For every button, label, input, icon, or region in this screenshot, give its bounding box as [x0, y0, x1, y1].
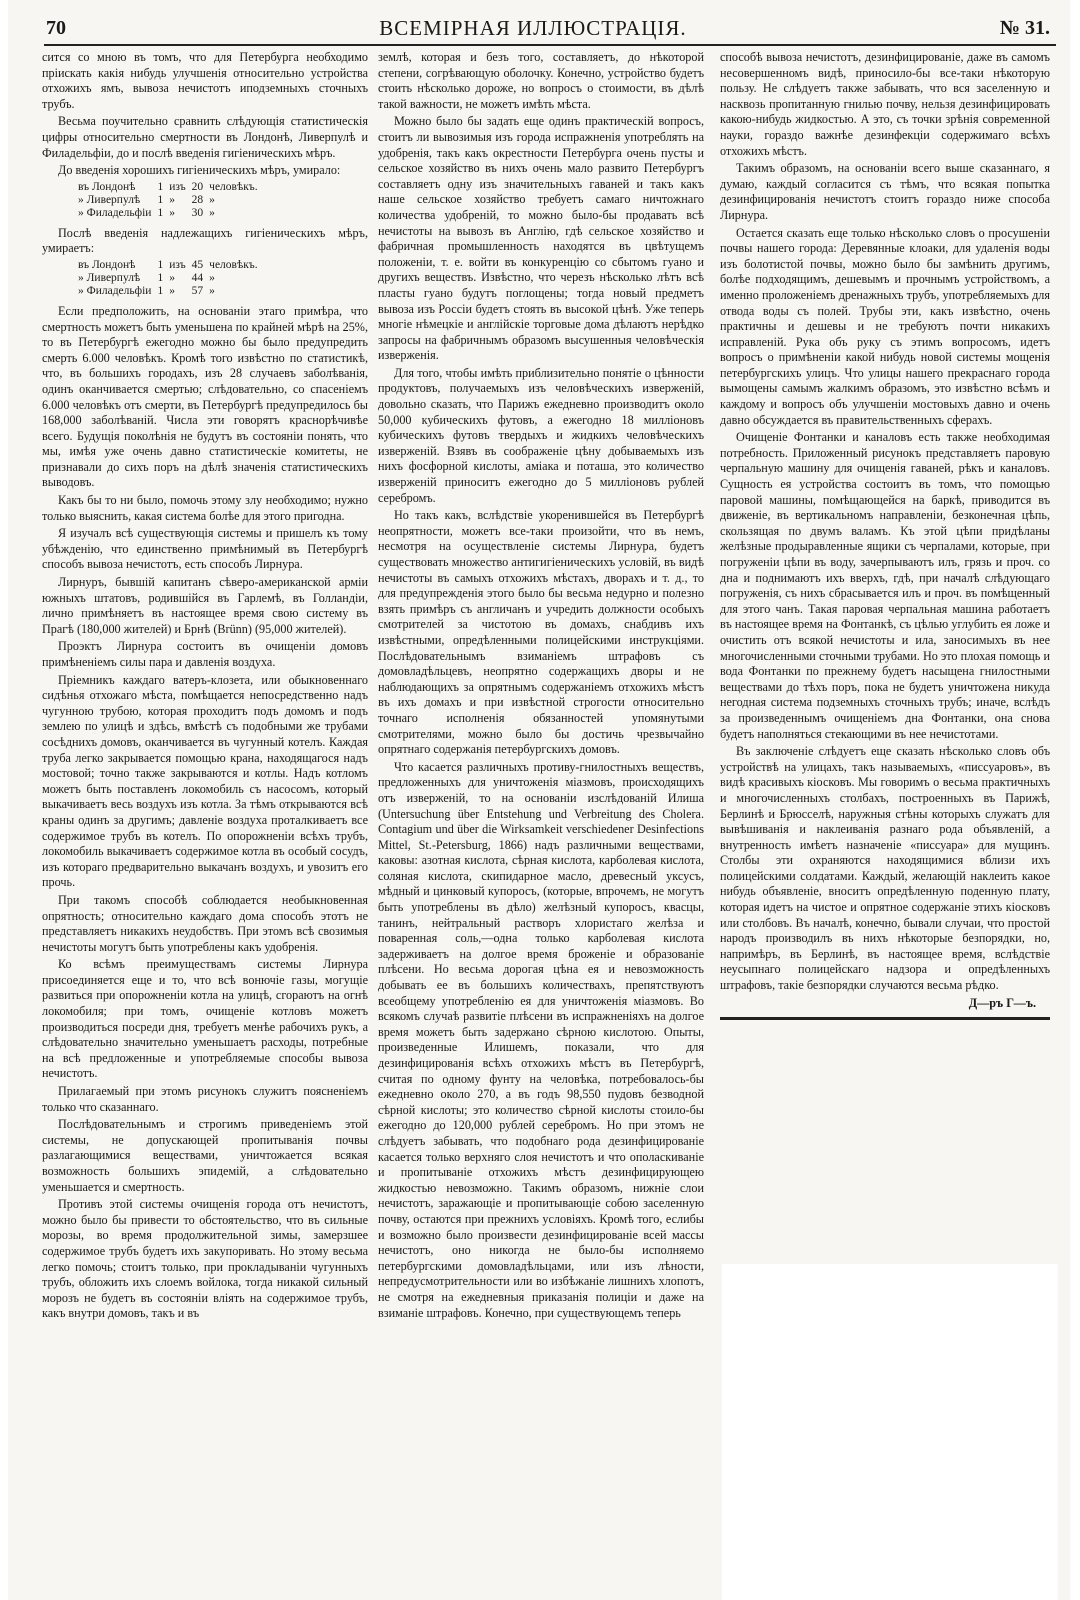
stats-b: 28 — [191, 193, 204, 206]
paragraph: Я изучалъ всѣ существующія системы и пришелъ къ тому убѣжденію, что единственно примѣнимый въ Петербургѣ способъ вывоза нечистотъ, есть способъ Лирнура. — [42, 526, 368, 572]
stats-row — [78, 285, 264, 298]
stats-iz: » — [169, 284, 175, 297]
header-rule — [44, 44, 1056, 46]
stats-b: 45 — [191, 258, 204, 271]
stats-iz: » — [169, 271, 175, 284]
paragraph: Очищеніе Фонтанки и каналовъ есть также необходимая потребность. Приложенный рисунокъ представляетъ паровую черпальную машину для очищенія гаваней, рѣкъ и каналовъ. Сущность ея устройства состоитъ въ томъ, что помощью паровой машины, помѣщающейся на баркѣ, приводится въ движеніе, въ вертикальномъ направленіи, безконечная цѣпь, скользящая по двумъ валамъ. Къ этой цѣпи придѣланы желѣзные продыравленные ящики съ черпалами, которые, при погруженіи цѣпи въ воду, зачерпываютъ илъ, грязь и проч. со дна и поднимаютъ ихъ вверхъ, гдѣ, при началѣ слѣдующаго погруженія, съ нихъ сбрасывается илъ и проч. въ помѣщенный для этого чанъ. Такая паровая черпальная машина работаетъ въ настоящее время на Фонтанкѣ, съ цѣлью углубить ея ложе и очистить отъ всякой нечистоты и ила, заносимыхъ въ нее многочисленными сточными трубами. Но это плохая помощь и вода Фонтанки по прежнему будетъ насыщена гнилостными веществами до тѣхъ поръ, пока не будетъ уничтожена никуда негодная система подземныхъ сточныхъ трубъ; иначе, вслѣдъ за произведеннымъ очищеніемъ дна Фонтанки, она снова будетъ наполняться стекающими въ нее нечистотами. — [720, 430, 1050, 741]
stats-unit: » — [209, 206, 215, 219]
stats-city: » Ливерпулѣ — [78, 271, 141, 284]
stats-a: 1 — [157, 258, 164, 271]
stats-row — [78, 194, 264, 207]
paragraph: Такимъ образомъ, на основаніи всего выше сказаннаго, я думаю, каждый согласится съ тѣмъ, что всякая попытка дезинфицированія нечистотъ стоитъ гораздо ниже способа Лирнура. — [720, 161, 1050, 222]
stats-iz: изъ — [169, 180, 186, 193]
blank-area — [722, 1264, 1058, 1600]
paragraph: Весьма поучительно сравнить слѣдующія статистическія цифры относительно смертности въ Лондонѣ, Ливерпулѣ и Филадельфіи, до и послѣ введенія гигіеническихъ мѣръ. — [42, 114, 368, 160]
stats-a: 1 — [157, 271, 164, 284]
stats-b: 44 — [191, 271, 204, 284]
stats-after-intro: Послѣ введенія надлежащихъ гигіеническихъ мѣръ, умираетъ: — [42, 225, 368, 256]
paragraph: Въ заключеніе слѣдуетъ еще сказать нѣсколько словъ объ устройствѣ на улицахъ, такъ называемыхъ, «писсуаровъ», въ видѣ красивыхъ кіосковъ. Мы говоримъ о весьма практичныхъ и многочисленныхъ столбахъ, построенныхъ въ Парижѣ, Берлинѣ и Брюсселѣ, наружныя стѣны которыхъ служатъ для вывѣшиванія и наклеиванія разнаго рода объявленій, а внутренность имѣетъ назначеніе «писсуара» для мущинъ. Столбы эти охраняются находящимися вблизи ихъ полицейскими солдатами. Каждый, желающій наклеить какое нибудь объявленіе, вноситъ опредѣленную поденную плату, которая идетъ на чистое и опрятное содержаніе этихъ кіосковъ или столбовъ. Въ началѣ, конечно, бывали случаи, что простой народъ производилъ въ нихъ нѣкоторые безпорядки, но, напримѣръ, въ Берлинѣ, въ настоящее время, вслѣдствіе неусыпнаго полицейскаго надзора и опредѣленныхъ штрафовъ, такіе безпорядки случаются весьма рѣдко. — [720, 744, 1050, 993]
paragraph: Пріемникъ каждаго ватеръ-клозета, или обыкновеннаго сидѣнья отхожаго мѣста, помѣщается непосредственно надъ чугунною трубою, которая проходитъ подъ домомъ и подъ землею по улицѣ и здѣсь, вмѣстѣ съ подобными же трубами сосѣднихъ домовъ, оканчивается въ чугунный котелъ. Каждая труба легко закрывается помощью крана, находящагося надъ мостовой; точно также закрываются и котлы. Надъ котломъ можетъ быть поставленъ локомобиль съ насосомъ, который выкачиваетъ весь воздухъ изъ котла. За тѣмъ открываются всѣ краны одинъ за другимъ; давленіе воздуха проталкиваетъ все содержимое трубъ въ котелъ. По опорожненіи всѣхъ трубъ, локомобиль выкачиваетъ содержимое котла въ особый сосудъ, изъ котораго предварительно выкачанъ воздухъ, и увозитъ его прочь. — [42, 672, 368, 890]
paragraph: Что касается различныхъ противу-гнилостныхъ веществъ, предложенныхъ для уничтоженія міазмовъ, происходящихъ отъ изверженій, то на основаніи изслѣдованій Илиша (Untersuchung über Entstehung und Verbreitung des Cholera. Contagium und über die Wirksamkeit verschiedener Desinfections Mittel, St.-Petersburg, 1866) надъ различными веществами, каковы: азотная кислота, сѣрная кислота, карболевая кислота, соляная кислота, скипидарное масло, древесный уксусъ, мѣдный и цинковый купоросъ, (которые, впрочемъ, не могутъ быть употреблены въ дѣло) желѣзный купоросъ, квасцы, танинъ, нейтральный растворъ хлористаго желѣза и поваренная соль,—одна только карболевая кислота задерживаетъ на долгое время броженіе и образованіе плѣсени. Но весьма дорогая цѣна ея и невозможность добывать ее въ большихъ количествахъ, препятствуютъ всеобщему употребленію ея для уничтоженія міазмовъ. Во всякомъ случаѣ развитіе плѣсени въ испражненіяхъ на долгое время можетъ быть задержано сѣрною кислотою. Опыты, произведенные Илишемъ, показали, что для дезинфицированія всѣхъ отхожихъ мѣстъ въ Петербургѣ, считая по одному фунту на человѣка, потребовалось-бы ежедневно около 270, а въ годъ 98,550 пудовъ безводной сѣрной кислоты; это количество сѣрной кислоты стоило-бы ежегодно до 120,000 рублей серебромъ. Но при этомъ не слѣдуетъ забывать, что подобнаго рода дезинфицированіе касается только верхняго слоя нечистотъ и что ополаскиваніе и пропитываніе отхожихъ мѣстъ дезинфицирующею жидкостью невозможно. Такимъ образомъ, нижніе слои нечистотъ, заражающіе и пропитывающіе собою заселенную почву, остаются при прежнихъ условіяхъ. Кромѣ того, еслибы и возможно было произвести дезинфицированіе всей массы нечистотъ, оно никогда не было-бы исполняемо петербургскими домовладѣльцами, или изъ лѣности, непредусмотрительности или во избѣжаніе лишнихъ хлопотъ, не смотря на ежедневныя приказанія полиціи и даже на взиманіе штрафовъ. Конечно, при существующемъ теперь — [378, 759, 704, 1320]
stats-city: въ Лондонѣ — [78, 180, 136, 193]
paragraph: Противъ этой системы очищенія города отъ нечистотъ, можно было бы привести то обстоятельство, что въ сильные морозы, во время продолжительной зимы, замерзшее содержимое трубъ будетъ ихъ закупоривать. Но этому весьма легко помочь; стоитъ только, при прокладываніи чугунныхъ трубъ, обложить ихъ слоемъ войлока, тогда никакой сильный морозъ не будетъ въ состояніи вліять на содержимое трубъ, какъ внутри домовъ, такъ и въ — [42, 1197, 368, 1321]
paragraph: Какъ бы то ни было, помочь этому злу необходимо; нужно только выяснить, какая система болѣе для этого пригодна. — [42, 493, 368, 523]
stats-unit: » — [209, 271, 215, 284]
paragraph: Проэктъ Лирнура состоитъ въ очищеніи домовъ примѣненіемъ силы пара и давленія воздуха. — [42, 639, 368, 669]
stats-iz: изъ — [169, 258, 186, 271]
paragraph: Можно было бы задать еще одинъ практическій вопросъ, стоитъ ли вывозимыя изъ города испражненія употреблять на удобренія, такъ какъ окрестности Петербурга очень пусты и сельское хозяйство въ нихъ очень мало развито Петербургъ составляетъ одну изъ значительныхъ гаваней и такъ какъ наше сельское хозяйство требуетъ самаго ничтожнаго количества удобреній, то можно было-бы продавать всѣ нечистоты на вывозъ въ Англію, гдѣ сельское хозяйство и фабричная промышленность находятся въ цвѣтущемъ положеніи, т. е. войти въ конкуренцію со сбытомъ гуано и другихъ веществъ. Извѣстно, что черезъ нѣсколько лѣтъ всѣ пласты гуано будутъ поглощены; тогда новый предметъ вывоза изъ Россіи будетъ стоять въ высокой цѣнѣ. Уже теперь многіе нѣмецкіе и англійскіе торговые дома дѣлаютъ нерѣдко запросы на фабричнымъ образомъ высушенныя человѣческія изверженія. — [378, 114, 704, 363]
paragraph: сится со мною въ томъ, что для Петербурга необходимо пріискать какія нибудь улучшенія относительно устройства отхожихъ ямъ, вывоза нечистотъ иподземныхъ сточныхъ трубъ. — [42, 50, 368, 111]
stats-b: 30 — [191, 206, 204, 219]
paragraph: Лирнуръ, бывшій капитанъ сѣверо-американской арміи южныхъ штатовъ, родившійся въ Гарлемѣ, въ Голландіи, лично примѣняетъ въ настоящее время свою систему въ Прагѣ (180,000 жителей) и Брнѣ (Brünn) (95,000 жителей). — [42, 575, 368, 636]
text-column-1 — [42, 50, 368, 1324]
paragraph: Для того, чтобы имѣть приблизительно понятіе о цѣнности продуктовъ, получаемыхъ изъ человѣческихъ изверженій, довольно сказать, что Парижъ ежедневно производитъ около 50,000 кубическихъ футовъ, а ежегодно 18 милліоновъ кубическихъ футовъ твердыхъ и жидкихъ человѣческихъ изверженій. Взявъ въ соображеніе цѣну добываемыхъ изъ нихъ фосфорной кислоты, аміака и поташа, это количество изверженій приноситъ ежегодно до 5 милліоновъ рублей серебромъ. — [378, 365, 704, 505]
text-column-3 — [720, 50, 1050, 1020]
stats-a: 1 — [157, 193, 164, 206]
stats-unit: человѣкъ. — [209, 258, 258, 271]
stats-city: въ Лондонѣ — [78, 258, 136, 271]
stats-city: » Филадельфіи — [78, 206, 152, 219]
stats-a: 1 — [157, 206, 164, 219]
stats-city: » Ливерпулѣ — [78, 193, 141, 206]
paragraph: Если предположить, на основаніи этаго примѣра, что смертность можетъ быть уменьшена по крайней мѣрѣ на 25%, то въ Петербургѣ ежегодно можно бы было предупредить смерть 6.000 человѣкъ. Кромѣ того извѣстно по статистикѣ, что, въ большихъ городахъ, изъ 28 случаевъ заболѣванія, одинъ оканчивается смертью; слѣдовательно, со спасеніемъ 6.000 человѣкъ отъ смерти, въ Петербургѣ предупредилось бы 168,000 заболѣваній. Числа эти говорятъ краснорѣчивѣе всего. Будущія поколѣнія не будутъ въ состояніи понять, что мы, имѣя уже очень давно статистическіе комитеты, не признавали до сихъ поръ на дѣлѣ значенія статистическихъ выводовъ. — [42, 303, 368, 490]
end-rule — [720, 1017, 1050, 1020]
stats-a: 1 — [157, 180, 164, 193]
stats-before-intro: До введенія хорошихъ гигіеническихъ мѣръ, умирало: — [58, 163, 341, 178]
stats-a: 1 — [157, 284, 164, 297]
paragraph: Остается сказать еще только нѣсколько словъ о просушеніи почвы нашего города: Деревянные клоаки, для удаленія воды изъ болотистой почвы, можно было бы замѣнить другимъ, болѣе подходящимъ, дешевымъ и прочнымъ устройствомъ, а именно проложеніемъ дренажныхъ трубъ, употребляемыхъ для отвода воды съ полей. Трубы эти, какъ извѣстно, очень практичны и дешевы и не требуютъ почти никакихъ исправленій. Рука объ руку съ этимъ вопросомъ, идетъ вопросъ о примѣненіи какой нибудь новой системы мощенія петербургскихъ улицъ. Что улицы нашего прекраснаго города вымощены самымъ жалкимъ образомъ, это извѣстно всѣмъ и каждому и вопросъ объ улучшеніи мостовыхъ давно и очень давно обсуждается въ правительственныхъ сферахъ. — [720, 225, 1050, 427]
paragraph: землѣ, которая и безъ того, составляетъ, до нѣкоторой степени, согрѣвающую оболочку. Конечно, устройство будетъ стоить нѣсколько дороже, но вопросъ о стоимости, въ дѣлѣ такой важности, не можетъ имѣть мѣста. — [378, 50, 704, 111]
stats-row — [78, 259, 264, 272]
stats-iz: » — [169, 206, 175, 219]
issue-number: № 31. — [999, 16, 1050, 39]
paragraph: Ко всѣмъ преимуществамъ системы Лирнура присоединяется еще и то, что всѣ вонючіе газы, могущіе развиться при опорожненіи котла на улицѣ, сгораютъ на огнѣ локомобиля; при томъ, очищеніе котловъ можетъ производиться посреди дня, требуетъ менѣе рабочихъ рукъ, а слѣдовательно значительно уменьшаетъ расходы, потребные на всѣ предложенные и употребляемые способы вывоза нечистотъ. — [42, 957, 368, 1081]
stats-b: 57 — [191, 284, 204, 297]
stats-city: » Филадельфіи — [78, 284, 152, 297]
stats-unit: » — [209, 284, 215, 297]
stats-row — [78, 272, 264, 285]
paragraph: Но такъ какъ, вслѣдствіе укоренившейся въ Петербургѣ неопрятности, можетъ все-таки произойти, что въ немъ, несмотря на осуществленіе системы Лирнура, будетъ существовать множество антигигіеническихъ условій, въ видѣ нечистоты въ самыхъ отхожихъ мѣстахъ, дворахъ и т. д., то для предупрежденія этого было бы весьма недурно и полезно взять примѣръ съ англичанъ и учредить должности особыхъ смотрителей за чистотою въ домахъ, снабдивъ ихъ извѣстными, опредѣленными полицейскими инструкціями. Послѣдовательнымъ взиманіемъ штрафовъ съ домовладѣльцевъ, неопрятно содержащихъ дворы и не наблюдающихъ за опрятнымъ содержаніемъ отхожихъ мѣстъ въ ихъ домахъ и при извѣстной строгости относительно точнаго исполненія обязанностей упомянутыми смотрителями, можно было бы достичь чрезвычайно опрятнаго содержанія петербургскихъ домовъ. — [378, 508, 704, 757]
paragraph: способѣ вывоза нечистотъ, дезинфицированіе, даже въ самомъ несовершенномъ видѣ, приносило-бы все-таки нѣкоторую пользу. Не слѣдуетъ также забывать, что вся заселенную и насквозь пропитанную гнилью почву, нельзя дезинфицировать какою-нибудь жидкостью. А это, съ точки зрѣнія современной науки, гораздо важнѣе дезинфекціи содержимаго всѣхъ отхожихъ мѣстъ. — [720, 50, 1050, 158]
stats-before-table — [78, 181, 264, 220]
author-signature: Д—ръ Г—ъ. — [968, 995, 1036, 1010]
stats-row — [78, 207, 264, 220]
page-number: 70 — [46, 16, 66, 39]
paragraph: Послѣдовательнымъ и строгимъ приведеніемъ этой системы, не допускающей пропитыванія почвы разлагающимися веществами, уничтожается всякая возможность большихъ эпидемій, а слѣдовательно уменьшается и смертность. — [42, 1117, 368, 1194]
stats-after-table — [78, 259, 264, 298]
paragraph: Прилагаемый при этомъ рисунокъ служитъ поясненіемъ только что сказаннаго. — [42, 1084, 368, 1114]
page-header — [46, 14, 1050, 42]
stats-b: 20 — [191, 180, 204, 193]
text-column-2 — [378, 50, 704, 1323]
stats-unit: » — [209, 193, 215, 206]
stats-iz: » — [169, 193, 175, 206]
stats-row — [78, 181, 264, 194]
stats-unit: человѣкъ. — [209, 180, 258, 193]
paragraph: При такомъ способѣ соблюдается необыкновенная опрятность; относительно каждаго дома способъ этотъ не представляетъ никакихъ неудобствъ. При этомъ всѣ свозимыя нечистоты могутъ быть употреблены какъ удобренія. — [42, 892, 368, 954]
journal-title: ВСЕМІРНАЯ ИЛЛЮСТРАЦІЯ. — [379, 15, 687, 40]
